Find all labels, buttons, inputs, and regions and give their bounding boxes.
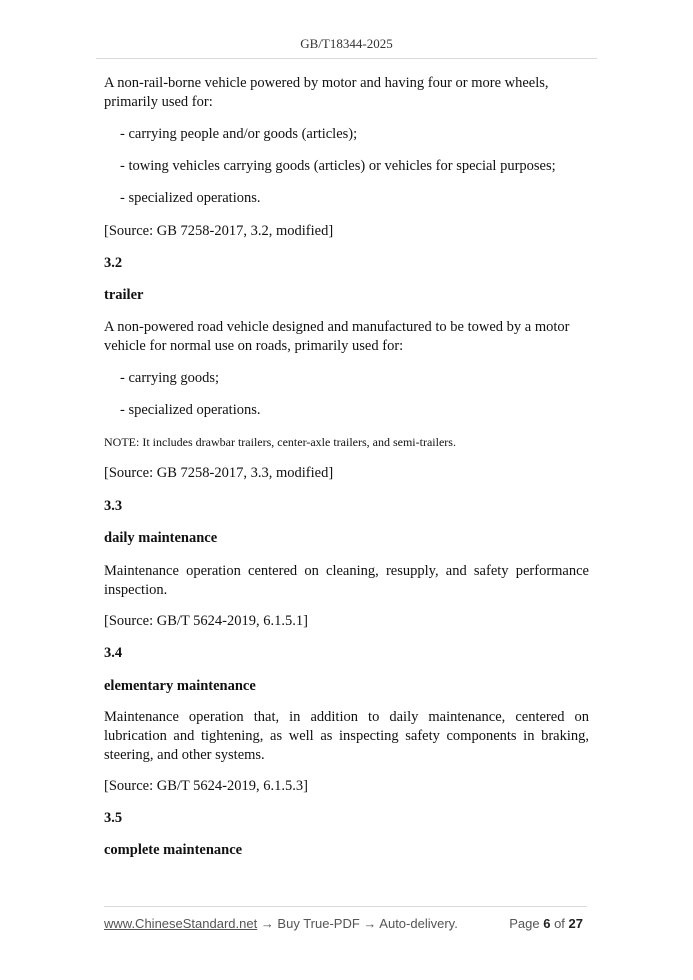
term-title-elementary-maintenance: elementary maintenance <box>104 678 256 694</box>
source-reference: [Source: GB 7258-2017, 3.2, modified] <box>104 223 334 239</box>
definition-text-3-3: Maintenance operation centered on cleaning, resupply, and safety performance inspection. <box>104 563 589 598</box>
definition-text-3-2: A non-powered road vehicle designed and manufactured to be towed by a motor vehicle for normal use on roads, primarily used for: <box>104 319 570 354</box>
page-word: Page <box>509 916 540 931</box>
source-reference: [Source: GB 7258-2017, 3.3, modified] <box>104 465 334 481</box>
list-item: - carrying people and/or goods (articles); <box>120 126 358 142</box>
page-number: 6 <box>543 916 551 931</box>
clause-number-3-3: 3.3 <box>104 498 123 514</box>
footer-divider <box>104 906 587 907</box>
header-divider <box>96 58 597 59</box>
page-total: 27 <box>568 916 583 931</box>
of-word: of <box>554 916 565 931</box>
promo-text: → Buy True-PDF → Auto-delivery. <box>257 916 458 931</box>
term-title-complete-maintenance: complete maintenance <box>104 842 243 858</box>
page-indicator <box>509 916 583 931</box>
list-item: - specialized operations. <box>120 190 261 206</box>
definition-text-3-4: Maintenance operation that, in addition to daily maintenance, centered on lubrication and tightening, as well as inspecting safety components in braking, steering, and other systems. <box>104 709 589 763</box>
clause-number-3-4: 3.4 <box>104 645 123 661</box>
note-text: NOTE: It includes drawbar trailers, center-axle trailers, and semi-trailers. <box>104 435 456 449</box>
clause-number-3-2: 3.2 <box>104 255 123 271</box>
list-item: - specialized operations. <box>120 402 261 418</box>
list-item: - towing vehicles carrying goods (articles) or vehicles for special purposes; <box>120 158 556 174</box>
term-title-daily-maintenance: daily maintenance <box>104 530 218 546</box>
definition-text-3-1: A non-rail-borne vehicle powered by motor and having four or more wheels, primarily used for: <box>104 75 549 110</box>
footer-promo <box>104 916 458 931</box>
source-reference: [Source: GB/T 5624-2019, 6.1.5.1] <box>104 613 308 629</box>
list-item: - carrying goods; <box>120 370 220 386</box>
source-reference: [Source: GB/T 5624-2019, 6.1.5.3] <box>104 778 308 794</box>
clause-number-3-5: 3.5 <box>104 810 123 826</box>
running-header: GB/T18344-2025 <box>300 36 393 51</box>
term-title-trailer: trailer <box>104 287 144 303</box>
site-link[interactable]: www.ChineseStandard.net <box>104 916 258 931</box>
